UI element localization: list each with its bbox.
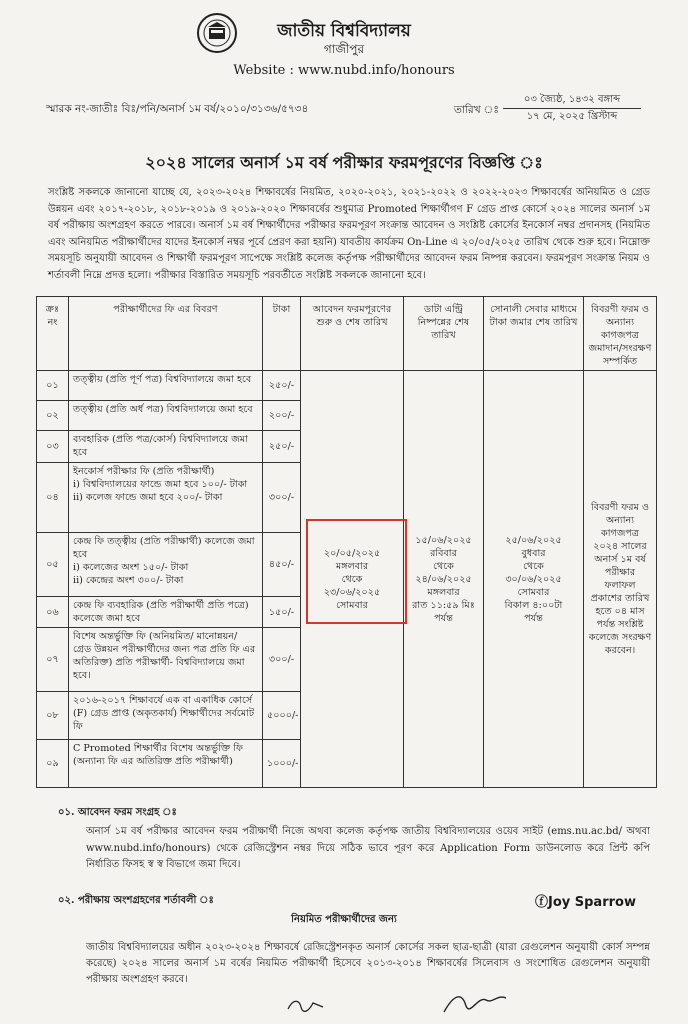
entry-until: পর্যন্ত <box>434 612 453 624</box>
bank-until: পর্যন্ত <box>524 612 543 624</box>
notice-title: ২০২৪ সালের অনার্স ১ম বর্ষ পরীক্ষার ফরমপূরণের বিজ্ঞপ্তি ঃ <box>145 153 543 172</box>
entry-from: থেকে <box>433 560 454 572</box>
row-description: তত্ত্বীয় (প্রতি অর্ধ পত্র) বিশ্ববিদ্যালয়ে জমা হবে <box>69 401 263 431</box>
row-amount: ২৫০/- <box>263 371 301 401</box>
entry-end-day: মঙ্গলবার <box>427 586 460 598</box>
entry-start-day: রবিবার <box>430 547 457 559</box>
university-city: গাজীপুর <box>323 42 365 56</box>
apply-end-day: সোমবার <box>336 599 368 611</box>
signature-mark <box>285 995 327 1015</box>
notice-intro: সংশ্লিষ্ট সকলকে জানানো যাচ্ছে যে, ২০২৩-২০২৪ শিক্ষাবর্ষের নিয়মিত, ২০২০-২০২১, ২০২১-২০২২ ও ২০২২-২০২৩ শিক্ষাবর্ষের অনিয়মিত ও গ্রেড উন্নয়ন এবং ২০১৭-২০১৮, ২০১৮-২০১৯ ও ২০১৯-২০২০ শিক্ষাবর্ষের শুধুমাত্র Promoted শিক্ষার্থীগণ F গ্রেড প্রাপ্ত কোর্সে ২০২৪ সালের অনার্স ১ম বর্ষ পরীক্ষায় অংশগ্রহণ করতে পারবে। অনার্স ১ম বর্ষ শিক্ষার্থীদের পরীক্ষার ফরমপূরণ সংক্রান্ত আবেদন ও সংশ্লিষ্ট কোর্সের ইনকোর্স নম্বর প্রদানসহ (নিয়মিত এবং অনিয়মিত পরীক্ষার্থীদের যাদের ইনকোর্স নম্বর পূর্বে প্রেরণ করা হয়নি) যাবতীয় কার্যক্রম On-Line এ ২০/০৫/২০২৫ তারিখ থেকে শুরু হবে। নিম্নোক্ত সময়সূচি অনুযায়ী আবেদন ও শিক্ষার্থী ফরমপূরণ সাপেক্ষে সংশ্লিষ্ট কলেজ কর্তৃপক্ষ পরীক্ষার্থীদের আবেদন ফরম নিষ্পন্ন করবেন। ফরমপূরণ সংক্রান্ত নিয়ম ও শর্তাবলী নিম্নে প্রদত্ত হলো। পরীক্ষার বিস্তারিত সময়সূচি পরবর্তীতে সংশ্লিষ্ট সকলকে জানানো হবে। <box>48 187 650 281</box>
row-sl: ০৬ <box>37 597 69 628</box>
row-description: C Promoted শিক্ষার্থীর বিশেষ অন্তর্ভুক্তি ফি (অন্যান্য ফি এর অতিরিক্ত প্রতি পরীক্ষার্থী) <box>69 740 263 788</box>
row-amount: ১০০০/- <box>263 740 301 788</box>
section-1-title: ০১. আবেদন ফরম সংগ্রহ ঃ <box>58 807 177 818</box>
row-line: i) বিশ্ববিদ্যালয়ের ফান্ডে জমা হবে ১০০/- টাকা <box>73 479 248 490</box>
bank-from: থেকে <box>523 560 544 572</box>
date-bangla: ০৩ জ্যৈষ্ঠ, ১৪৩২ বঙ্গাব্দ <box>523 94 621 105</box>
section-1-body: অনার্স ১ম বর্ষ পরীক্ষার আবেদন ফরম পরীক্ষার্থী নিজে অথবা কলেজ কর্তৃপক্ষ জাতীয় বিশ্ববিদ্যালয়ের ওয়েব সাইট (ems.nu.ac.bd/ অথবা www.nubd.info/honours) থেকে রেজিস্ট্রেশন নম্বর দিয়ে সঠিক ভাবে পূরণ করে Application Form ডাউনলোড করে প্রিন্ট কপি নির্ধারিত ফিসহ স্ব স্ব বিভাগে জমা দিবে। <box>86 826 650 871</box>
header-entry-date: ডাটা এন্ট্রি নিষ্পন্নের শেষ তারিখ <box>404 297 484 371</box>
row-sl: ০৯ <box>37 740 69 788</box>
signature <box>440 988 510 1018</box>
bank-end-time: বিকাল ৪:০০টা <box>504 599 563 611</box>
section-2-body: জাতীয় বিশ্ববিদ্যালয়ের অধীন ২০২৩-২০২৪ শিক্ষাবর্ষে রেজিস্ট্রেশনকৃত অনার্স কোর্সের সকল ছাত্র-ছাত্রী (যারা রেগুলেশন অনুযায়ী কোর্স সম্পন্ন করেছে) ২০২৪ সালের অনার্স ১ম বর্ষের নিয়মিত পরীক্ষার্থী হিসেবে ২০১৩-২০১৪ শিক্ষাবর্ষের সিলেবাস ও সংশোধিত রেগুলেশন অনুযায়ী পরীক্ষায় অংশগ্রহণ করবে। <box>86 942 650 985</box>
entry-start-date: ১৫/০৬/২০২৫ <box>415 534 472 546</box>
website-line: Website : www.nubd.info/honours <box>233 63 455 78</box>
row-description <box>69 463 263 533</box>
section-2-subheading: নিয়মিত পরীক্ষার্থীদের জন্য <box>291 914 397 925</box>
apply-from: থেকে <box>341 573 363 585</box>
date-box <box>497 92 647 125</box>
apply-start-date: ২০/০৫/২০২৫ <box>323 547 381 559</box>
row-sl: ০১ <box>37 371 69 401</box>
row-line: ii) কেন্দ্রের অংশ ৩০০/- টাকা <box>73 575 184 586</box>
bank-end-date: ৩০/০৬/২০২৫ <box>505 573 562 585</box>
row-amount: ৪৫০/- <box>263 533 301 597</box>
bank-start-day: বুধবার <box>521 547 546 559</box>
header-amount: টাকা <box>263 297 301 371</box>
row-amount: ৫০০০/- <box>263 692 301 740</box>
row-description <box>69 533 263 597</box>
row-description: ব্যবহারিক (প্রতি পত্র/কোর্স) বিশ্ববিদ্যালয়ে জমা হবে <box>69 431 263 463</box>
date-label: তারিখ ঃ <box>454 104 499 116</box>
row-description: ২০১৬-২০১৭ শিক্ষাবর্ষে এক বা একাধিক কোর্সে (F) গ্রেড প্রাপ্ত (অকৃতকার্য) শিক্ষার্থীদের সর্বমোট ফি <box>69 692 263 740</box>
entry-dates-cell <box>404 371 484 788</box>
header-description: পরীক্ষার্থীদের ফি এর বিবরণ <box>69 297 263 371</box>
row-amount: ১৫০/- <box>263 597 301 628</box>
entry-end-date: ২৪/০৬/২০২৫ <box>415 573 472 585</box>
row-amount: ৩০০/- <box>263 463 301 533</box>
row-description: বিশেষ অন্তর্ভুক্তি ফি (অনিয়মিত/ মানোন্নয়ন/ গ্রেড উন্নয়ন পরীক্ষার্থীদের জন্য পত্র প্রতি ফি এর অতিরিক্ত) প্রতি পরীক্ষার্থী- বিশ্ববিদ্যালয়ে জমা হবে। <box>69 628 263 692</box>
bank-dates-cell <box>484 371 584 788</box>
section-2-title: ০২. পরীক্ষায় অংশগ্রহণের শর্তাবলী ঃ <box>58 895 214 906</box>
row-description: তত্ত্বীয় (প্রতি পূর্ণ পত্র) বিশ্ববিদ্যালয়ে জমা হবে <box>69 371 263 401</box>
date-english: ১৭ মে, ২০২৫ খ্রিস্টাব্দ <box>526 111 618 122</box>
row-sl: ০৩ <box>37 431 69 463</box>
bank-end-day: সোমবার <box>517 586 550 598</box>
header-sl: ক্রঃ নং <box>37 297 69 371</box>
row-sl: ০৫ <box>37 533 69 597</box>
row-sl: ০৪ <box>37 463 69 533</box>
documents-cell: বিবরণী ফরম ও অন্যান্য কাগজপত্র ২০২৪ সালের অনার্স ১ম বর্ষ পরীক্ষার ফলাফল প্রকাশের তারিখ হতে ০৪ মাস পর্যন্ত সংশ্লিষ্ট কলেজে সংরক্ষণ করবেন। <box>584 371 657 788</box>
bank-start-date: ২৫/০৬/২০২৫ <box>505 534 562 546</box>
row-line: কেন্দ্র ফি তত্ত্বীয় (প্রতি পরীক্ষার্থী) কলেজে জমা হবে <box>73 536 255 560</box>
row-line: ii) কলেজ ফান্ডে জমা হবে ২০০/- টাকা <box>73 492 223 503</box>
header-apply-dates: আবেদন ফরমপূরণের শুরু ও শেষ তারিখ <box>301 297 404 371</box>
table-row <box>37 371 657 401</box>
header-documents: বিবরণী ফরম ও অন্যান্য কাগজপত্র জমাদান/সংরক্ষণ সম্পর্কিত <box>584 297 657 371</box>
row-sl: ০২ <box>37 401 69 431</box>
row-sl: ০৭ <box>37 628 69 692</box>
row-line: ইনকোর্স পরীক্ষার ফি (প্রতি পরীক্ষার্থী) <box>73 466 215 477</box>
row-amount: ২৫০/- <box>263 431 301 463</box>
row-description: কেন্দ্র ফি ব্যবহারিক (প্রতি পরীক্ষার্থী প্রতি পত্রে) কলেজে জমা হবে <box>69 597 263 628</box>
header-bank-date: সোনালী সেবার মাধ্যমে টাকা জমার শেষ তারিখ <box>484 297 584 371</box>
row-amount: ২০০/- <box>263 401 301 431</box>
credit-watermark: ⓕJoy Sparrow <box>535 895 636 910</box>
row-line: i) কলেজের অংশ ১৫০/- টাকা <box>73 562 189 573</box>
memo-number: স্মারক নং-জাতীঃ বিঃ/পনি/অনার্স ১ম বর্ষ/২০১০/৩১৩৬/৫৭৩৪ <box>46 103 309 115</box>
highlight-box <box>306 519 407 624</box>
university-name: জাতীয় বিশ্ববিদ্যালয় <box>277 21 411 41</box>
apply-start-day: মঙ্গলবার <box>335 560 369 572</box>
row-amount: ৩০০/- <box>263 628 301 692</box>
row-sl: ০৮ <box>37 692 69 740</box>
entry-end-time: রাত ১১:৫৯ মিঃ <box>412 599 475 611</box>
apply-end-date: ২৩/০৬/২০২৫ <box>323 586 381 598</box>
